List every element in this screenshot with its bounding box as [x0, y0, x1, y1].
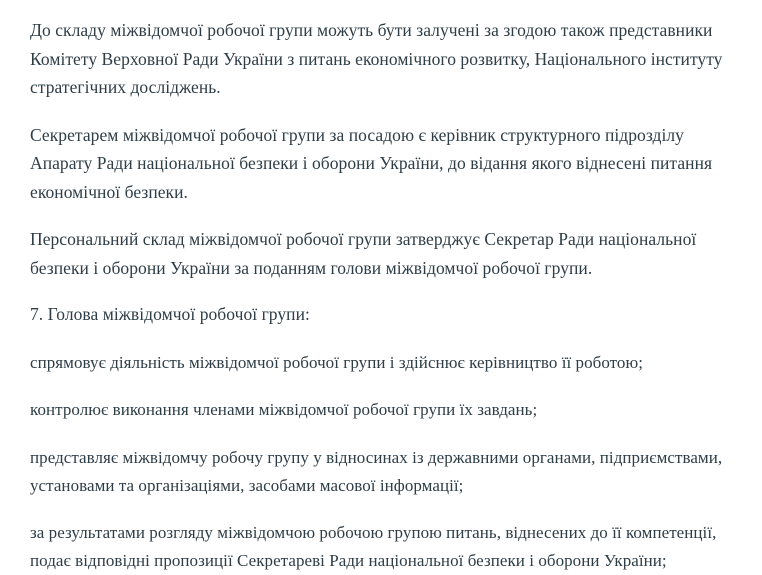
clause-paragraph: спрямовує діяльність міжвідомчої робочої групи і здійснює керівництво її роботою;: [30, 352, 644, 372]
numbered-heading: 7. Голова міжвідомчої робочої групи:: [30, 304, 310, 325]
clause-paragraph: представляє міжвідомчу робочу групу у відносинах із державними органами, підприємствами, установами та організаціями, засобами масової інформації;: [30, 448, 723, 495]
paragraph: Персональний склад міжвідомчої робочої групи затверджує Секретар Ради національної безпеки і оборони України за поданням голови міжвідомчої робочої групи.: [30, 229, 697, 278]
clause-paragraph: контролює виконання членами міжвідомчої робочої групи їх завдань;: [30, 400, 538, 420]
paragraph: Секретарем міжвідомчої робочої групи за посадою є керівник структурного підрозділу Апарату Ради національної безпеки і оборони України, до відання якого віднесені питання економічної безпеки.: [30, 124, 713, 202]
paragraph: До складу міжвідомчої робочої групи можуть бути залучені за згодою також представники Комітету Верховної Ради України з питань економічного розвитку, Національного інституту стратегічних досліджень.: [30, 20, 723, 98]
document-body: [30, 16, 726, 575]
clause-paragraph: за результатами розгляду міжвідомчою робочою групою питань, віднесених до її компетенції, подає відповідні пропозиції Секретареві Ради національної безпеки і оборони України;: [30, 523, 717, 571]
